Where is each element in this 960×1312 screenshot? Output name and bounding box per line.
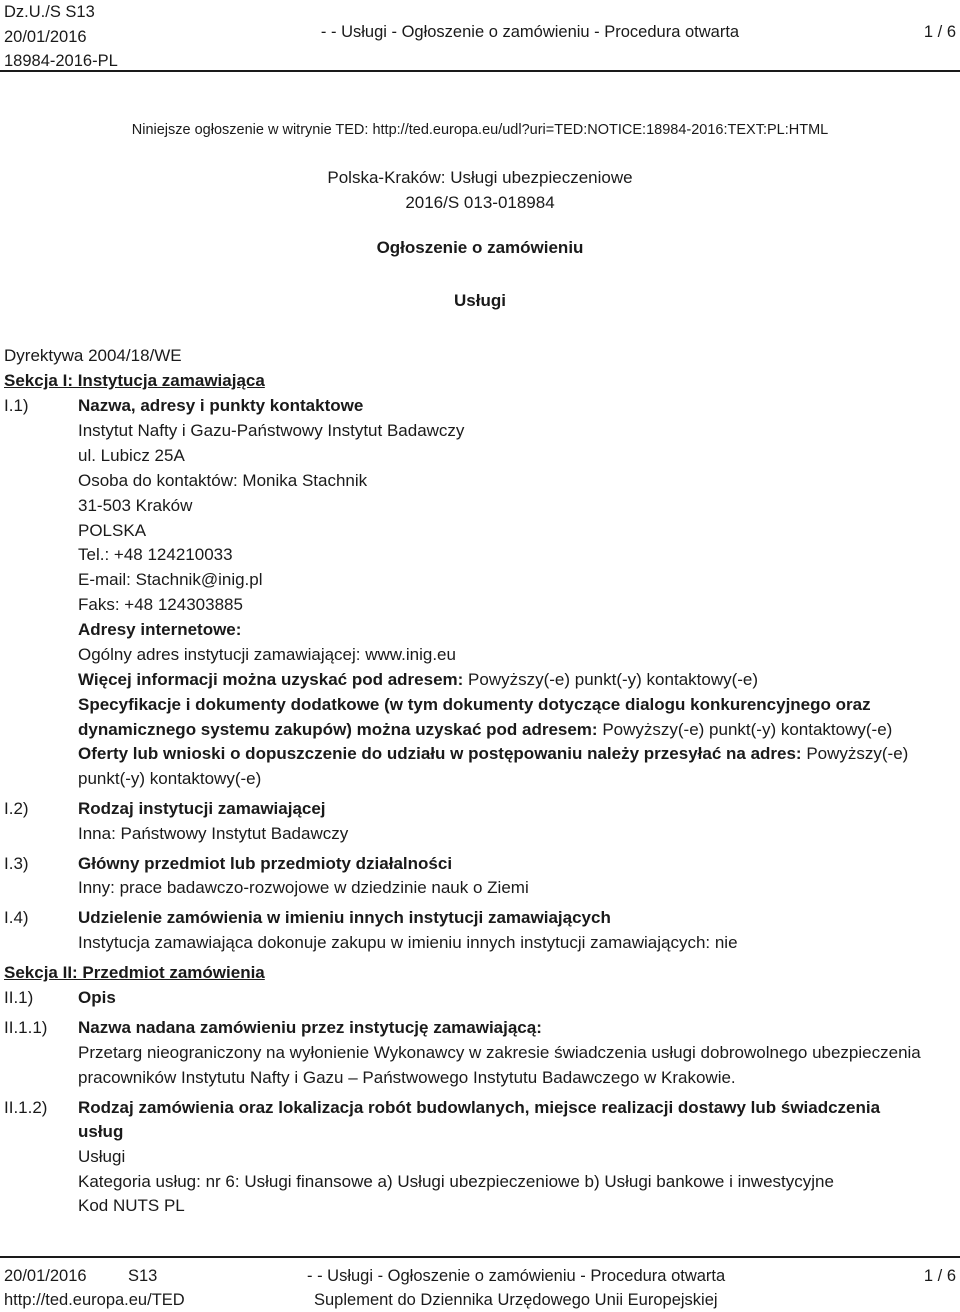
footer-title: - - Usługi - Ogłoszenie o zamówieniu - Procedura otwarta bbox=[307, 1267, 726, 1285]
footer-supplement: Suplement do Dziennika Urzędowego Unii Europejskiej bbox=[314, 1291, 718, 1309]
city: 31-503 Kraków bbox=[78, 496, 193, 515]
footer-series: S13 bbox=[128, 1267, 158, 1285]
ii12-title-2: usług bbox=[78, 1122, 124, 1141]
email-link[interactable]: Stachnik@inig.pl bbox=[135, 570, 263, 589]
ii12-value: Usługi bbox=[78, 1147, 126, 1166]
institution-name: Instytut Nafty i Gazu-Państwowy Instytut Badawczy bbox=[78, 421, 465, 440]
web-addresses-title: Adresy internetowe: bbox=[78, 620, 242, 639]
i3-value: Inny: prace badawczo-rozwojowe w dziedzinie nauk o Ziemi bbox=[78, 878, 529, 897]
fax: Faks: +48 124303885 bbox=[78, 595, 243, 614]
i1-number: I.1) bbox=[4, 396, 29, 415]
offers-value-1: Powyższy(-e) bbox=[806, 744, 909, 763]
email-row bbox=[78, 568, 263, 592]
offers-label: Oferty lub wnioski o dopuszczenie do udziału w postępowaniu należy przesyłać na adres: bbox=[78, 744, 807, 763]
ii12-nuts: Kod NUTS PL bbox=[78, 1196, 185, 1215]
contact-person: Osoba do kontaktów: Monika Stachnik bbox=[78, 471, 368, 490]
ii11-line-2: pracowników Instytutu Nafty i Gazu – Państwowego Instytutu Badawczego w Krakowie. bbox=[78, 1068, 736, 1087]
section-2-title: Sekcja II: Przedmiot zamówienia bbox=[4, 963, 265, 982]
notice-reference: 2016/S 013-018984 bbox=[405, 193, 555, 212]
i2-number: I.2) bbox=[4, 799, 29, 818]
footer-date: 20/01/2016 bbox=[4, 1267, 87, 1285]
section-1-title: Sekcja I: Instytucja zamawiająca bbox=[4, 371, 265, 390]
offers-line-1 bbox=[78, 742, 908, 766]
spec-line-1: Specyfikacje i dokumenty dodatkowe (w tym dokumenty dotyczące dialogu konkurencyjnego oraz bbox=[78, 695, 871, 714]
i1-title: Nazwa, adresy i punkty kontaktowe bbox=[78, 396, 364, 415]
ii12-title-1: Rodzaj zamówienia oraz lokalizacja robót budowlanych, miejsce realizacji dostawy lub świadczenia bbox=[78, 1098, 881, 1117]
more-info-row bbox=[78, 668, 758, 692]
offers-value-2: punkt(-y) kontaktowy(-e) bbox=[78, 769, 262, 788]
notice-id: 18984-2016-PL bbox=[4, 52, 118, 70]
notice-place-title: Polska-Kraków: Usługi ubezpieczeniowe bbox=[327, 168, 633, 187]
ii1-title: Opis bbox=[78, 988, 116, 1007]
web-address-row bbox=[78, 643, 456, 667]
directive: Dyrektywa 2004/18/WE bbox=[4, 346, 182, 365]
journal-ref: Dz.U./S S13 bbox=[4, 3, 95, 21]
i4-value: Instytucja zamawiająca dokonuje zakupu w imieniu innych instytucji zamawiających: nie bbox=[78, 933, 738, 952]
ii11-line-1: Przetarg nieograniczony na wyłonienie Wykonawcy w zakresie świadczenia usługi dobrowolnego ubezpieczenia bbox=[78, 1043, 921, 1062]
footer-page: 1 / 6 bbox=[923, 1267, 956, 1285]
phone: Tel.: +48 124210033 bbox=[78, 545, 233, 564]
more-info-value: Powyższy(-e) punkt(-y) kontaktowy(-e) bbox=[468, 670, 759, 689]
spec-label: dynamicznego systemu zakupów) można uzyskać pod adresem: bbox=[78, 720, 603, 739]
footer-divider bbox=[0, 1256, 960, 1258]
ii11-number: II.1.1) bbox=[4, 1018, 48, 1037]
email-label: E-mail: bbox=[78, 570, 136, 589]
i3-title: Główny przedmiot lub przedmioty działalności bbox=[78, 854, 453, 873]
ii12-category: Kategoria usług: nr 6: Usługi finansowe a) Usługi ubezpieczeniowe b) Usługi bankowe i inwestycyjne bbox=[78, 1172, 834, 1191]
header-title: - - Usługi - Ogłoszenie o zamówieniu - Procedura otwarta bbox=[320, 23, 740, 41]
ii1-number: II.1) bbox=[4, 988, 34, 1007]
web-address-label: Ogólny adres instytucji zamawiającej: bbox=[78, 645, 366, 664]
notice-category: Usługi bbox=[454, 291, 506, 310]
spec-line-2 bbox=[78, 718, 892, 742]
country: POLSKA bbox=[78, 521, 147, 540]
header-date: 20/01/2016 bbox=[4, 27, 87, 46]
i3-number: I.3) bbox=[4, 854, 29, 873]
i4-number: I.4) bbox=[4, 908, 29, 927]
i2-value: Inna: Państwowy Instytut Badawczy bbox=[78, 824, 349, 843]
web-address-link[interactable]: www.inig.eu bbox=[365, 645, 456, 664]
ii12-number: II.1.2) bbox=[4, 1098, 48, 1117]
i4-title: Udzielenie zamówienia w imieniu innych instytucji zamawiających bbox=[78, 908, 611, 927]
i2-title: Rodzaj instytucji zamawiającej bbox=[78, 799, 326, 818]
ted-link-intro[interactable]: Niniejsze ogłoszenie w witrynie TED: http://ted.europa.eu/udl?uri=TED:NOTICE:18984-2016:TEXT:PL:HTML bbox=[131, 122, 829, 138]
street: ul. Lubicz 25A bbox=[78, 446, 185, 465]
footer-url[interactable]: http://ted.europa.eu/TED bbox=[4, 1291, 185, 1309]
spec-value: Powyższy(-e) punkt(-y) kontaktowy(-e) bbox=[602, 720, 893, 739]
header-divider bbox=[0, 70, 960, 72]
header-page: 1 / 6 bbox=[923, 23, 956, 41]
more-info-label: Więcej informacji można uzyskać pod adresem: bbox=[78, 670, 469, 689]
notice-type: Ogłoszenie o zamówieniu bbox=[376, 238, 584, 257]
ii11-title: Nazwa nadana zamówieniu przez instytucję zamawiającą: bbox=[78, 1018, 542, 1037]
